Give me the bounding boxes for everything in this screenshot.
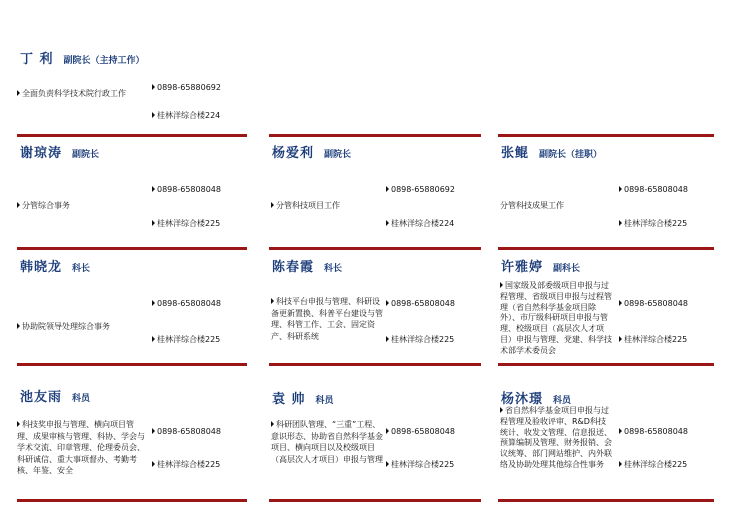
- bullet-icon: [152, 220, 155, 226]
- leader-title: 副科长: [553, 264, 581, 274]
- bullet-icon: [17, 90, 20, 96]
- leader-duty: 协助院领导处理综合事务: [17, 321, 143, 333]
- leader-office: 桂林洋综合楼225: [391, 335, 455, 344]
- leader-phone: 0898-65808048: [391, 299, 455, 308]
- card-bottom-divider: [17, 499, 247, 502]
- leader-name: 陈春霞: [272, 260, 315, 275]
- leader-heading: [272, 142, 351, 161]
- leader-phone: 0898-65808048: [624, 427, 688, 436]
- leader-duty: 分管科技项目工作: [271, 200, 397, 212]
- office-row: [152, 334, 220, 345]
- leader-heading: [20, 256, 90, 275]
- leader-office: 桂林洋综合楼225: [157, 460, 221, 469]
- leader-heading: [501, 388, 571, 407]
- leader-title: 科员: [315, 396, 334, 406]
- leader-duty: 分管综合事务: [17, 200, 143, 212]
- leader-card-yuan-shuai: [269, 376, 481, 502]
- leader-office: 桂林洋综合楼225: [624, 460, 688, 469]
- leader-title: 科长: [324, 264, 343, 274]
- leader-heading: [20, 386, 90, 405]
- leader-phone: 0898-65808048: [157, 299, 221, 308]
- bullet-icon: [152, 300, 155, 306]
- leader-office: 桂林洋综合楼225: [157, 335, 221, 344]
- phone-row: [152, 83, 221, 92]
- bullet-icon: [500, 407, 503, 413]
- bullet-icon: [386, 300, 389, 306]
- bullet-icon: [271, 421, 274, 427]
- leader-phone: 0898-65808048: [157, 185, 221, 194]
- leader-phone: 0898-65880692: [157, 83, 221, 92]
- leader-card-xu-yating: [498, 248, 714, 366]
- leader-card-chen-chunxia: [269, 248, 481, 366]
- leader-name: 张鲲: [501, 146, 530, 161]
- office-row: [152, 110, 220, 121]
- leader-heading: [501, 256, 580, 275]
- leader-heading: [272, 388, 334, 407]
- bullet-icon: [386, 336, 389, 342]
- leader-card-han-xiaolong: [17, 248, 247, 366]
- bullet-icon: [386, 461, 389, 467]
- leader-title: 科长: [72, 264, 91, 274]
- leader-name: 袁 帅: [272, 392, 306, 407]
- phone-row: [152, 299, 221, 308]
- phone-row: [619, 427, 688, 436]
- bullet-icon: [619, 336, 622, 342]
- leader-office: 桂林洋综合楼224: [391, 219, 455, 228]
- card-bottom-divider: [17, 363, 247, 366]
- phone-row: [386, 185, 455, 194]
- leader-duty: 分管科技成果工作: [500, 201, 564, 210]
- phone-row: [619, 299, 688, 308]
- card-bottom-divider: [269, 499, 481, 502]
- leader-name: 谢琼涛: [20, 146, 63, 161]
- bullet-icon: [17, 323, 20, 329]
- leader-name: 池友雨: [20, 390, 63, 405]
- office-row: [619, 334, 687, 345]
- leader-name: 韩晓龙: [20, 260, 63, 275]
- leader-office: 桂林洋综合楼225: [391, 460, 455, 469]
- leader-duty: 科技奖申报与管理、横向项目管理、成果审核与管理、科协、学会与学术交流、印章管理、伦理委员会、科研诚信、重大事项督办、考勤考核、年鉴、安全: [17, 420, 145, 475]
- leader-name: 杨沐璟: [501, 392, 544, 407]
- leader-heading: [20, 48, 145, 67]
- leader-office: 桂林洋综合楼225: [157, 219, 221, 228]
- phone-row: [619, 185, 688, 194]
- phone-row: [386, 299, 455, 308]
- leader-phone: 0898-65880692: [391, 185, 455, 194]
- bullet-icon: [619, 300, 622, 306]
- bullet-icon: [17, 202, 20, 208]
- leader-office: 桂林洋综合楼225: [624, 335, 688, 344]
- office-row: [386, 459, 454, 470]
- leader-phone: 0898-65808048: [624, 299, 688, 308]
- leader-title: 科员: [553, 396, 572, 406]
- leader-office: 桂林洋综合楼225: [624, 219, 688, 228]
- bullet-icon: [386, 220, 389, 226]
- office-row: [152, 218, 220, 229]
- bullet-icon: [17, 421, 20, 427]
- leader-card-yang-aili: [269, 134, 481, 250]
- bullet-icon: [152, 186, 155, 192]
- leader-title: 科员: [72, 394, 91, 404]
- leader-office: 桂林洋综合楼224: [157, 111, 221, 120]
- leader-title: 副院长: [72, 150, 100, 160]
- bullet-icon: [152, 112, 155, 118]
- leader-duty: 国家级及部委级项目申报与过程管理、省级项目申报与过程管理（省自然科学基金项目除外）、市厅级科研项目申报与管理、校级项目（高层次人才项目）申报与管理、党建、科学技术部学术委员会: [500, 281, 612, 355]
- office-row: [619, 459, 687, 470]
- bullet-icon: [500, 282, 503, 288]
- office-row: [152, 459, 220, 470]
- leader-duty: 省自然科学基金项目申报与过程管理及验收评审、R&D科技统计、收发文管理、信息报送、预算编制及管理、财务报销、会议统筹、部门网站维护、内外联络及协助处理其他综合性事务: [500, 406, 612, 469]
- leader-name: 丁 利: [20, 52, 54, 67]
- phone-row: [152, 185, 221, 194]
- bullet-icon: [271, 298, 274, 304]
- bullet-icon: [619, 428, 622, 434]
- leader-name: 杨爱利: [272, 146, 315, 161]
- bullet-icon: [152, 84, 155, 90]
- leader-phone: 0898-65808048: [157, 427, 221, 436]
- office-row: [619, 218, 687, 229]
- bullet-icon: [152, 461, 155, 467]
- bullet-icon: [152, 428, 155, 434]
- card-bottom-divider: [269, 363, 481, 366]
- bullet-icon: [619, 461, 622, 467]
- leader-title: 副院长: [324, 150, 352, 160]
- leader-heading: [272, 256, 342, 275]
- phone-row: [152, 427, 221, 436]
- leader-card-yang-mujing: [498, 376, 714, 502]
- bullet-icon: [619, 220, 622, 226]
- card-bottom-divider: [498, 499, 714, 502]
- card-bottom-divider: [498, 363, 714, 366]
- leader-card-chi-youyu: [17, 376, 247, 502]
- card-top-divider: [498, 134, 714, 137]
- leader-duty: 科研团队管理、“三重”工程、意识形态、协助省自然科学基金项目、横向项目以及校级项目（高层次人才项目）申报与管理: [271, 420, 383, 464]
- leader-card-ding-li: [17, 40, 247, 135]
- office-row: [386, 334, 454, 345]
- bullet-icon: [386, 186, 389, 192]
- card-top-divider: [17, 134, 247, 137]
- leader-phone: 0898-65808048: [391, 427, 455, 436]
- card-top-divider: [269, 134, 481, 137]
- leader-card-zhang-kun: [498, 134, 714, 250]
- leader-duty: 科技平台申报与管理、科研设备更新置换、科普平台建设与管理、科管工作、工会、固定资产、科研系统: [271, 297, 383, 341]
- leader-title: 副院长（挂职）: [539, 150, 603, 160]
- bullet-icon: [619, 186, 622, 192]
- bullet-icon: [152, 336, 155, 342]
- leader-card-xie-qiongtao: [17, 134, 247, 250]
- leader-heading: [20, 142, 99, 161]
- bullet-icon: [386, 428, 389, 434]
- bullet-icon: [271, 202, 274, 208]
- phone-row: [386, 427, 455, 436]
- leader-name: 许雅婷: [501, 260, 544, 275]
- leader-heading: [501, 142, 602, 161]
- office-row: [386, 218, 454, 229]
- leader-title: 副院长（主持工作）: [63, 56, 145, 66]
- leader-duty: 全面负责科学技术院行政工作: [17, 88, 143, 100]
- leader-phone: 0898-65808048: [624, 185, 688, 194]
